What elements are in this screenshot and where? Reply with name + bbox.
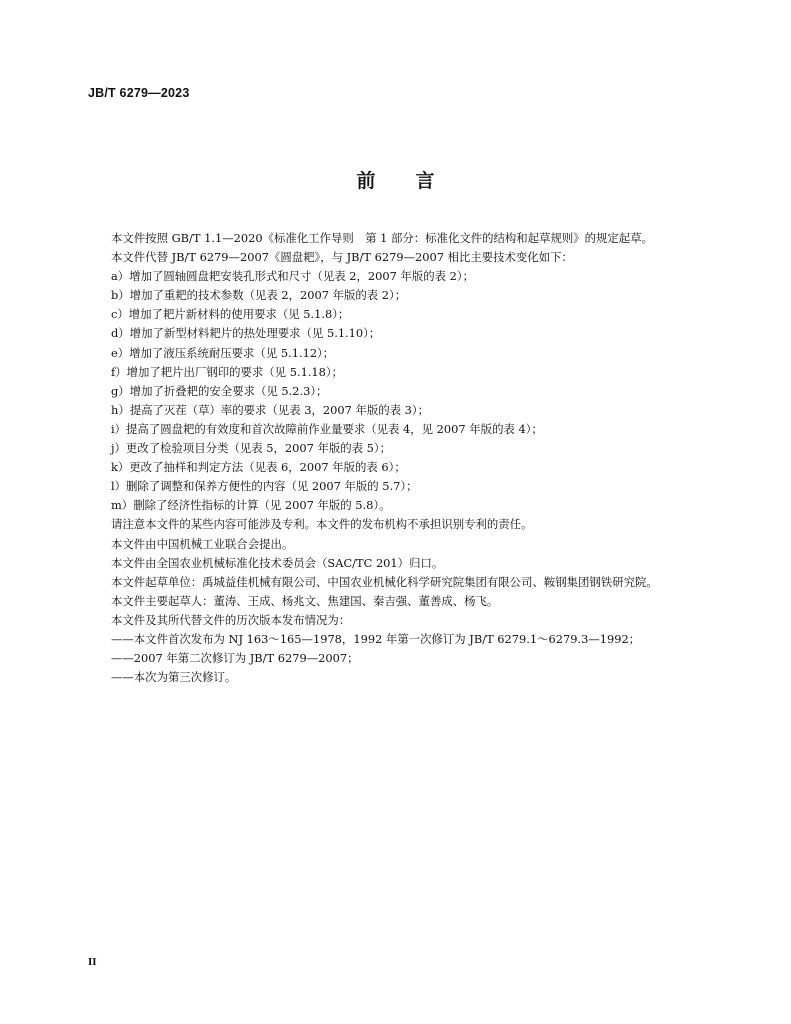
page-title — [0, 166, 791, 193]
title-char-1: 前 — [356, 170, 376, 192]
page-number: II — [88, 956, 97, 968]
change-item: d）增加了新型材料耙片的热处理要求（见 5.1.10）； — [111, 326, 381, 341]
change-item: g）增加了折叠耙的安全要求（见 5.2.3）； — [111, 383, 328, 398]
change-item: f）增加了耙片出厂钢印的要求（见 5.1.18）； — [111, 364, 344, 379]
paragraph-history-intro: 本文件及其所代替文件的历次版本发布情况为： — [111, 612, 351, 627]
change-item: b）增加了重耙的技术参数（见表 2，2007 年版的表 2）； — [111, 288, 407, 303]
change-item: j）更改了检验项目分类（见表 5，2007 年版的表 5）； — [111, 441, 391, 456]
history-item: ——本次为第三次修订。 — [111, 670, 237, 685]
paragraph-replacement: 本文件代替 JB/T 6279—2007《圆盘耙》，与 JB/T 6279—2007 相比主要技术变化如下： — [111, 250, 573, 265]
title-char-2: 言 — [415, 170, 435, 192]
history-item: ——2007 年第二次修订为 JB/T 6279—2007； — [111, 651, 359, 666]
foreword-body — [88, 229, 668, 687]
paragraph-proposer: 本文件由中国机械工业联合会提出。 — [111, 536, 294, 551]
paragraph-drafting-rules: 本文件按照 GB/T 1.1—2020《标准化工作导则 第 1 部分：标准化文件的结构和起草规则》的规定起草。 — [111, 231, 653, 245]
change-item: l）删除了调整和保养方便性的内容（见 2007 年版的 5.7）； — [111, 479, 418, 494]
change-item: i）提高了圆盘耙的有效度和首次故障前作业量要求（见表 4，见 2007 年版的表 4）； — [111, 421, 543, 436]
standard-code: JB/T 6279—2023 — [88, 86, 190, 100]
history-item: ——本文件首次发布为 NJ 163～165—1978，1992 年第一次修订为 JB/T 6279.1～6279.3—1992； — [111, 631, 641, 646]
paragraph-committee: 本文件由全国农业机械标准化技术委员会（SAC/TC 201）归口。 — [111, 555, 444, 570]
change-item: c）增加了耙片新材料的使用要求（见 5.1.8）； — [111, 307, 350, 322]
paragraph-drafters: 本文件主要起草人：董涛、王成、杨兆文、焦建国、秦吉强、董善成、杨飞。 — [111, 593, 499, 608]
change-item: m）删除了经济性指标的计算（见 2007 年版的 5.8）。 — [111, 498, 391, 513]
paragraph-drafting-units: 本文件起草单位：禹城益佳机械有限公司、中国农业机械化科学研究院集团有限公司、鞍钢集团钢铁研究院。 — [111, 574, 658, 589]
change-item: a）增加了圆轴圆盘耙安装孔形式和尺寸（见表 2，2007 年版的表 2）； — [111, 269, 474, 284]
paragraph-patent-notice: 请注意本文件的某些内容可能涉及专利。本文件的发布机构不承担识别专利的责任。 — [111, 517, 533, 532]
change-item: h）提高了灭茬（草）率的要求（见表 3，2007 年版的表 3）； — [111, 402, 429, 417]
change-item: k）更改了抽样和判定方法（见表 6，2007 年版的表 6）； — [111, 460, 406, 475]
change-item: e）增加了液压系统耐压要求（见 5.1.12）； — [111, 345, 335, 360]
